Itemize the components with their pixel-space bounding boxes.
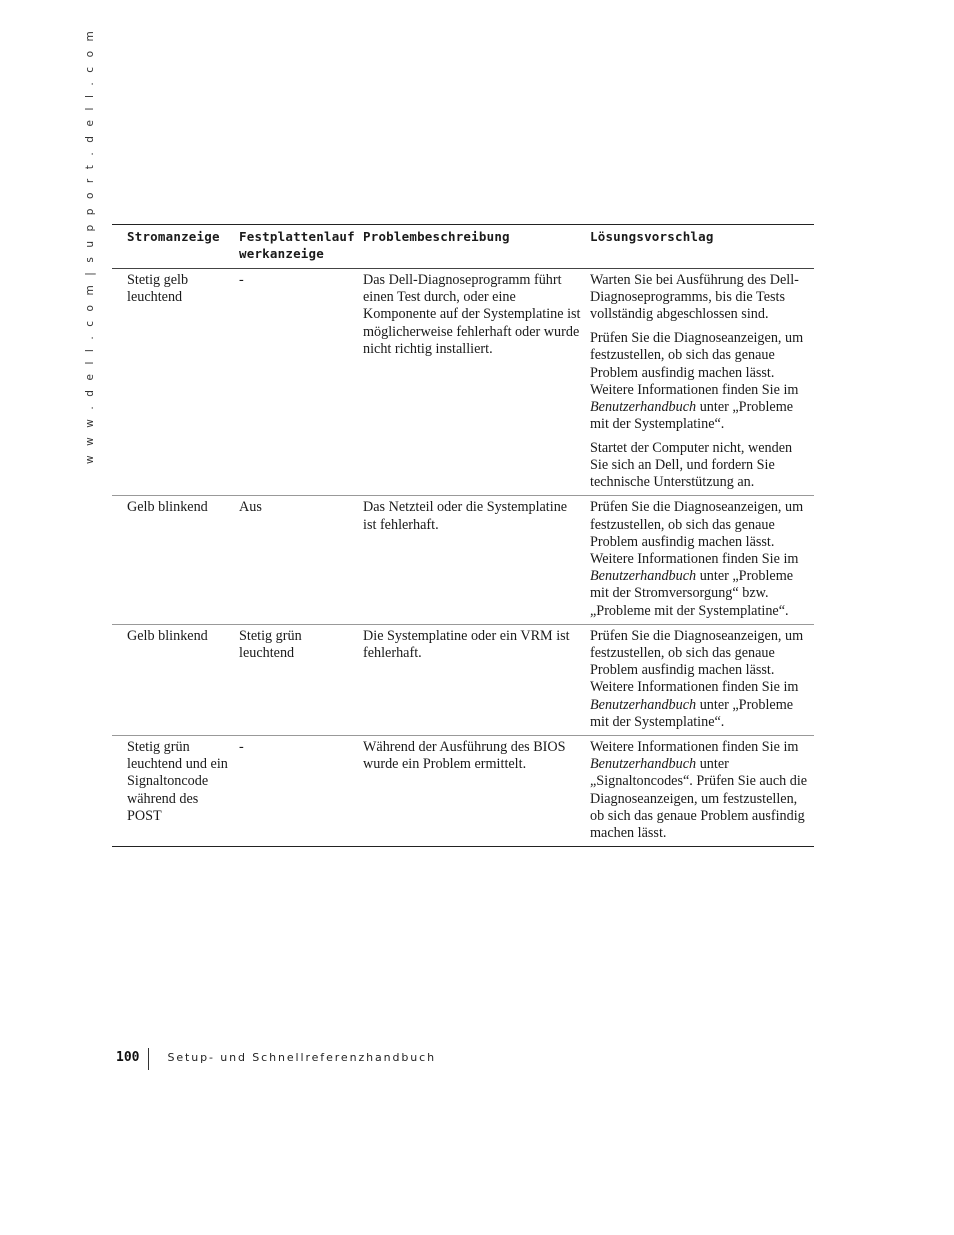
solution-text: unter „Probleme mit der Systemplatine“. [590,696,794,730]
solution-text: Prüfen Sie die Diagnoseanzeigen, um festzustellen, ob sich das genaue Problem ausfindig machen lässt. Weitere Informationen finden Sie im [590,627,804,696]
solution-paragraph: Warten Sie bei Ausführung des Dell-Diagnoseprogramms, bis die Tests vollständig abgeschlossen sind. [590,272,799,323]
header-problembeschreibung: Problembeschreibung [360,225,587,269]
cell-festplatte: Aus [236,496,360,624]
diagnostic-table [112,224,814,847]
manual-reference: Benutzerhandbuch [590,696,697,713]
manual-reference: Benutzerhandbuch [590,756,697,773]
solution-paragraph [590,499,808,619]
solution-text: Prüfen Sie die Diagnoseanzeigen, um festzustellen, ob sich das genaue Problem ausfindig machen lässt. Weitere Informationen finden Sie im [590,330,804,398]
page-footer [116,1048,436,1070]
solution-paragraph [590,628,808,731]
page-number: 100 [116,1050,140,1065]
cell-loesung [587,736,814,847]
header-festplattenlaufwerkanzeige: Festplattenlauf werkanzeige [236,225,360,269]
cell-festplatte: - [236,736,360,847]
table-header-row [112,225,814,269]
table-row [112,624,814,735]
cell-festplatte: - [236,269,360,496]
cell-problem: Das Netzteil oder die Systemplatine ist fehlerhaft. [360,496,587,624]
solution-text: unter „Signaltoncodes“. Prüfen Sie auch die Diagnoseanzeigen, um festzustellen, ob sich das genaue Problem ausfindig machen lässt. [590,756,808,842]
manual-reference: Benutzerhandbuch [590,568,697,585]
table-row [112,269,814,496]
header-stromanzeige: Stromanzeige [112,225,236,269]
cell-stromanzeige: Stetig gelb leuchtend [112,269,236,496]
solution-text: unter „Probleme mit der Stromversorgung“ bzw. „Probleme mit der Systemplatine“. [590,568,794,619]
cell-loesung [587,269,814,496]
solution-text: unter „Probleme mit der Systemplatine“. [590,398,794,433]
footer-divider [148,1048,149,1070]
solution-paragraph: Startet der Computer nicht, wenden Sie sich an Dell, und fordern Sie technische Unterstützung an. [590,439,793,491]
table-row [112,736,814,847]
cell-festplatte: Stetig grün leuchtend [236,624,360,735]
solution-text: Prüfen Sie die Diagnoseanzeigen, um festzustellen, ob sich das genaue Problem ausfindig machen lässt. Weitere Informationen finden Sie im [590,499,804,568]
table-row [112,496,814,624]
cell-stromanzeige: Gelb blinkend [112,496,236,624]
document-title: Setup- und Schnellreferenzhandbuch [167,1051,436,1064]
header-loesungsvorschlag: Lösungsvorschlag [587,225,814,269]
sidebar-url: w w w . d e l l . c o m | s u p p o r t . d e l l . c o m [84,28,96,464]
solution-text: Weitere Informationen finden Sie im [590,739,799,756]
manual-reference: Benutzerhandbuch [590,398,697,415]
cell-loesung [587,624,814,735]
cell-problem: Das Dell-Diagnoseprogramm führt einen Test durch, oder eine Komponente auf der Systemplatine ist möglicherweise fehlerhaft oder wurde nicht richtig installiert. [360,269,587,496]
cell-stromanzeige: Stetig grün leuchtend und ein Signaltoncode während des POST [112,736,236,847]
cell-loesung [587,496,814,624]
solution-paragraph [590,330,808,433]
cell-problem: Während der Ausführung des BIOS wurde ein Problem ermittelt. [360,736,587,847]
solution-paragraph [590,739,808,842]
cell-problem: Die Systemplatine oder ein VRM ist fehlerhaft. [360,624,587,735]
cell-stromanzeige: Gelb blinkend [112,624,236,735]
